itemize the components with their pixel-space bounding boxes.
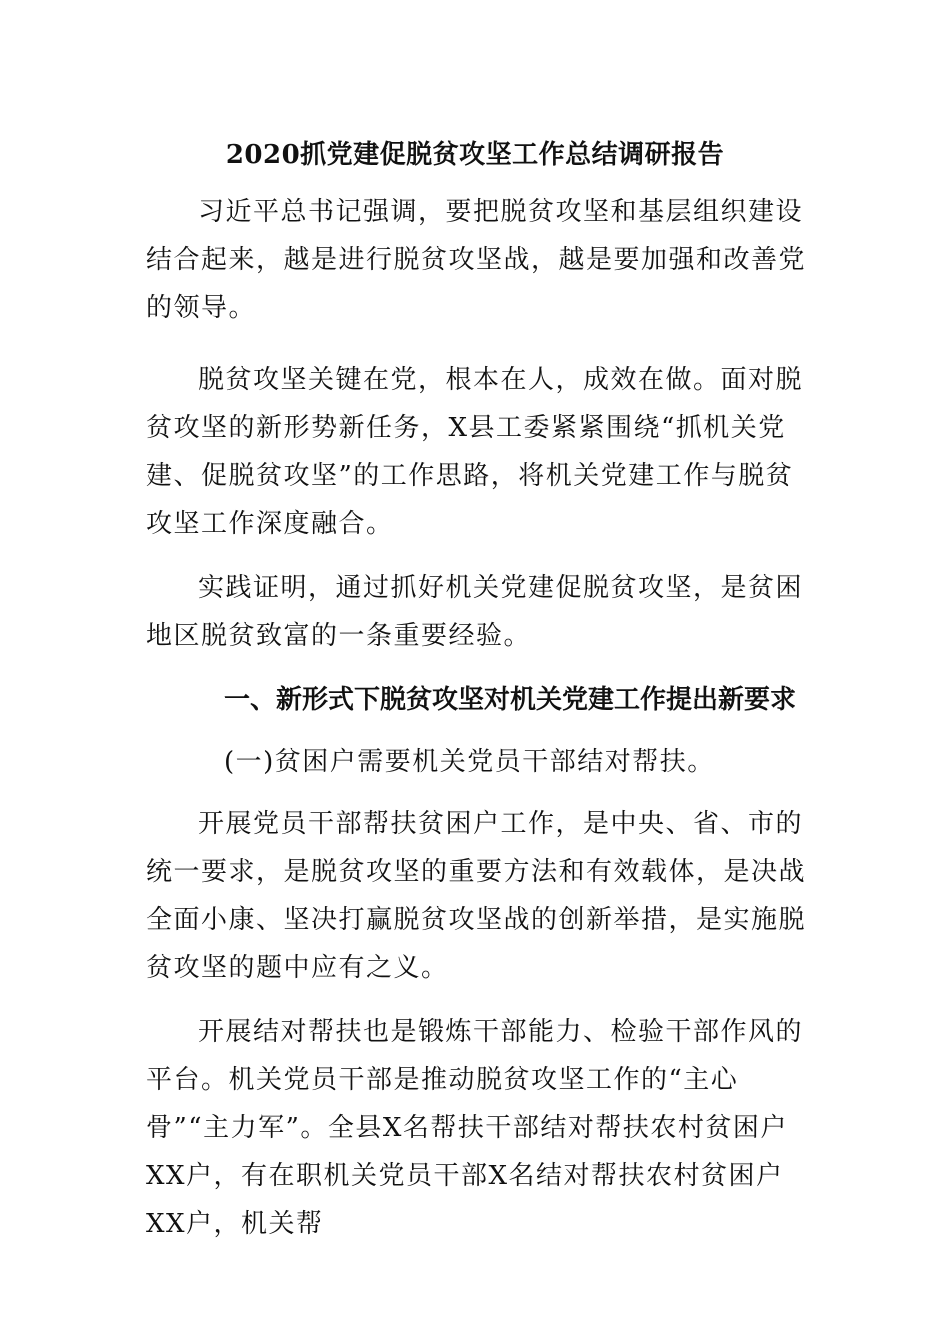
paragraph-4: 开展党员干部帮扶贫困户工作，是中央、省、市的统一要求，是脱贫攻坚的重要方法和有效载体，是决战全面小康、坚决打赢脱贫攻坚战的创新举措，是实施脱贫攻坚的题中应有之义。 (146, 809, 807, 983)
paragraph-1: 习近平总书记强调，要把脱贫攻坚和基层组织建设结合起来，越是进行脱贫攻坚战，越是要加强和改善党的领导。 (146, 197, 807, 323)
paragraph-5: 开展结对帮扶也是锻炼干部能力、检验干部作风的平台。机关党员干部是推动脱贫攻坚工作的“主心骨”“主力军”。全县X名帮扶干部结对帮扶农村贫困户XX户，有在职机关党员干部X名结对帮扶农村贫困户XX户，机关帮 (146, 1017, 804, 1239)
paragraph-2: 脱贫攻坚关键在党，根本在人，成效在做。面对脱贫攻坚的新形势新任务，X县工委紧紧围绕“抓机关党建、促脱贫攻坚”的工作思路，将机关党建工作与脱贫攻坚工作深度融合。 (146, 365, 804, 539)
section-heading: 一、新形式下脱贫攻坚对机关党建工作提出新要求 (224, 685, 797, 715)
document-title: 2020抓党建促脱贫攻坚工作总结调研报告 (225, 140, 725, 170)
subsection-heading: (一)贫困户需要机关党员干部结对帮扶。 (224, 747, 715, 777)
paragraph-3: 实践证明，通过抓好机关党建促脱贫攻坚，是贫困地区脱贫致富的一条重要经验。 (146, 573, 804, 651)
